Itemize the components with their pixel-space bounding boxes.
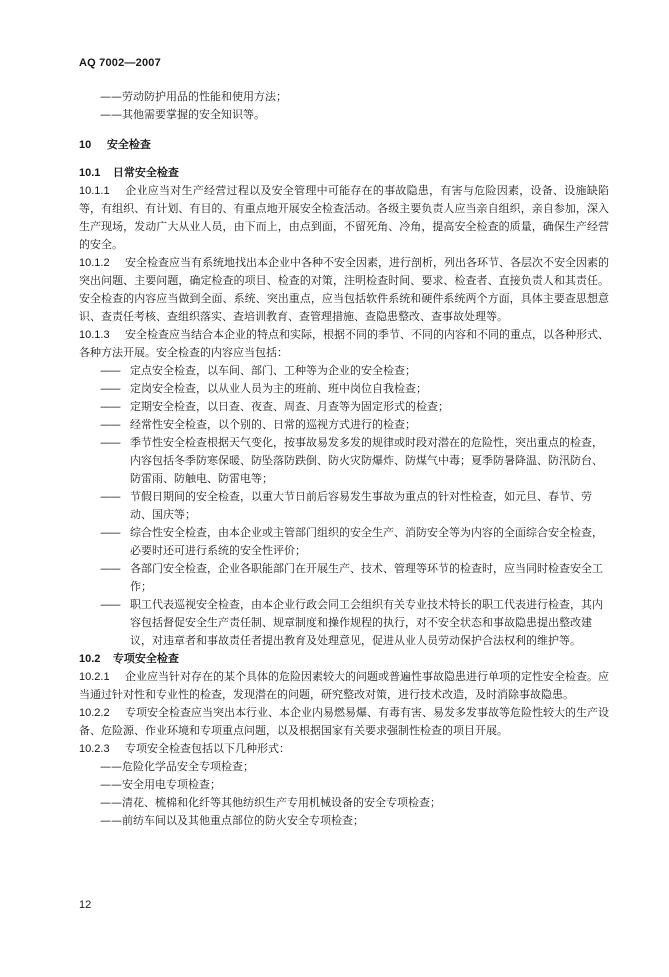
clause-number: 10.2.3 [79, 743, 110, 755]
list-item: —— 定点安全检查，以车间、部门、工种等为企业的安全检查； [100, 364, 416, 377]
section-title: 日常安全检查 [112, 166, 179, 179]
list-item: —— 节假日期间的安全检查，以重大节日前后容易发生事故为重点的针对性检查，如元旦、春节、劳动、国庆等； [100, 490, 592, 521]
list-item: ——前纺车间以及其他重点部位的防火安全专项检查； [100, 814, 364, 827]
list-item: ——劳动防护用品的性能和使用方法； [100, 90, 287, 103]
clause-10-1-2 [79, 254, 609, 326]
clause-number: 10.2.2 [79, 707, 110, 719]
clause-text: 企业应当对生产经营过程以及安全管理中可能存在的事故隐患，有害与危险因素，设备、设施缺陷等，有组织、有计划、有目的、有重点地开展安全检查活动。各级主要负责人应当亲自组织，亲自参加，深入生产现场，发动广大从业人员，由下而上，由点到面，不留死角、冷角，提高安全检查的质量，确保生产经营的安全。 [79, 184, 609, 251]
clause-10-2-3 [79, 740, 609, 758]
clause-number: 10.1.1 [79, 185, 110, 197]
clause-10-1-3 [79, 326, 609, 362]
list-item: ——其他需要掌握的安全知识等。 [100, 108, 265, 121]
section-number: 10 [79, 139, 92, 151]
list-item: —— 季节性安全检查根据天气变化，按事故易发多发的规律或时段对潜在的危险性，突出重点的检查，内容包括冬季防寒保暖、防坠落防跌倒、防火灾防爆炸、防煤气中毒；夏季防暑降温、防汛防台、防雷雨、防触电、防雷电等； [100, 436, 603, 485]
list-item: —— 定期安全检查，以日查、夜查、周查、月查等为固定形式的检查； [100, 400, 449, 413]
clause-text: 专项安全检查包括以下几种形式： [125, 742, 290, 755]
subsection-heading-10-1 [79, 164, 609, 182]
list-item: ——清花、梳棉和化纤等其他纺织生产专用机械设备的安全专项检查； [100, 796, 441, 809]
clause-number: 10.1.2 [79, 257, 110, 269]
list-item: —— 综合性安全检查，由本企业或主管部门组织的安全生产、消防安全等为内容的全面综合安全检查，必要时还可进行系统的安全性评价； [100, 526, 603, 557]
section-heading-10 [79, 136, 609, 154]
section-number: 10.2 [79, 653, 101, 665]
section-number: 10.1 [79, 167, 101, 179]
list-item: —— 定岗安全检查，以从业人员为主的班前、班中岗位自我检查； [100, 382, 427, 395]
clause-10-2-1 [79, 668, 609, 704]
list-item: —— 职工代表巡视安全检查，由本企业行政会同工会组织有关专业技术特长的职工代表进行检查，其内容包括督促安全生产责任制、规章制度和操作规程的执行，对不安全状态和事故隐患提出整改建议，对违章者和事故责任者提出教育及处理意见，促进从业人员劳动保护合法权利的维护等。 [100, 598, 603, 647]
clause-number: 10.1.3 [79, 329, 110, 341]
page-number: 12 [79, 899, 92, 911]
clause-10-1-1 [79, 182, 609, 254]
list-item: ——安全用电专项检查； [100, 778, 221, 791]
list-item: ——危险化学品安全专项检查； [100, 760, 254, 773]
section-title: 安全检查 [106, 138, 151, 151]
section-title: 专项安全检查 [112, 652, 179, 665]
clause-number: 10.2.1 [79, 671, 110, 683]
list-item: —— 各部门安全检查，企业各职能部门在开展生产、技术、管理等环节的检查时，应当同时检查安全工作； [100, 562, 603, 593]
document-code: AQ 7002—2007 [79, 57, 161, 69]
document-body [79, 88, 609, 830]
clause-text: 安全检查应当结合本企业的特点和实际，根据不同的季节、不同的内容和不同的重点，以各种形式、各种方法开展。安全检查的内容应当包括： [79, 328, 609, 359]
subsection-heading-10-2 [79, 650, 609, 668]
list-item: —— 经常性安全检查，以个别的、日常的巡视方式进行的检查； [100, 418, 416, 431]
clause-10-2-2 [79, 704, 609, 740]
clause-text: 企业应当针对存在的某个具体的危险因素较大的问题或普遍性事故隐患进行单项的定性安全检查。应当通过针对性和专业性的检查，发现潜在的问题，研究整改对策，进行技术改造，及时消除事故隐患。 [79, 670, 609, 701]
clause-text: 专项安全检查应当突出本行业、本企业内易燃易爆、有毒有害、易发多发事故等危险性较大的生产设备、危险源、作业环境和专项重点问题，以及根据国家有关要求强制性检查的项目开展。 [79, 706, 609, 737]
clause-text: 安全检查应当有系统地找出本企业中各种不安全因素，进行剖析，列出各环节、各层次不安全因素的突出问题、主要问题，确定检查的项目、检查的对策，注明检查时间、要求、检查者、直接负责人和其责任。安全检查的内容应当做到全面、系统、突出重点，应当包括软件系统和硬件系统两个方面，具体主要查思想意识、查责任考核、查组织落实、查培训教育、查管理措施、查隐患整改、查事故处理等。 [79, 256, 609, 323]
